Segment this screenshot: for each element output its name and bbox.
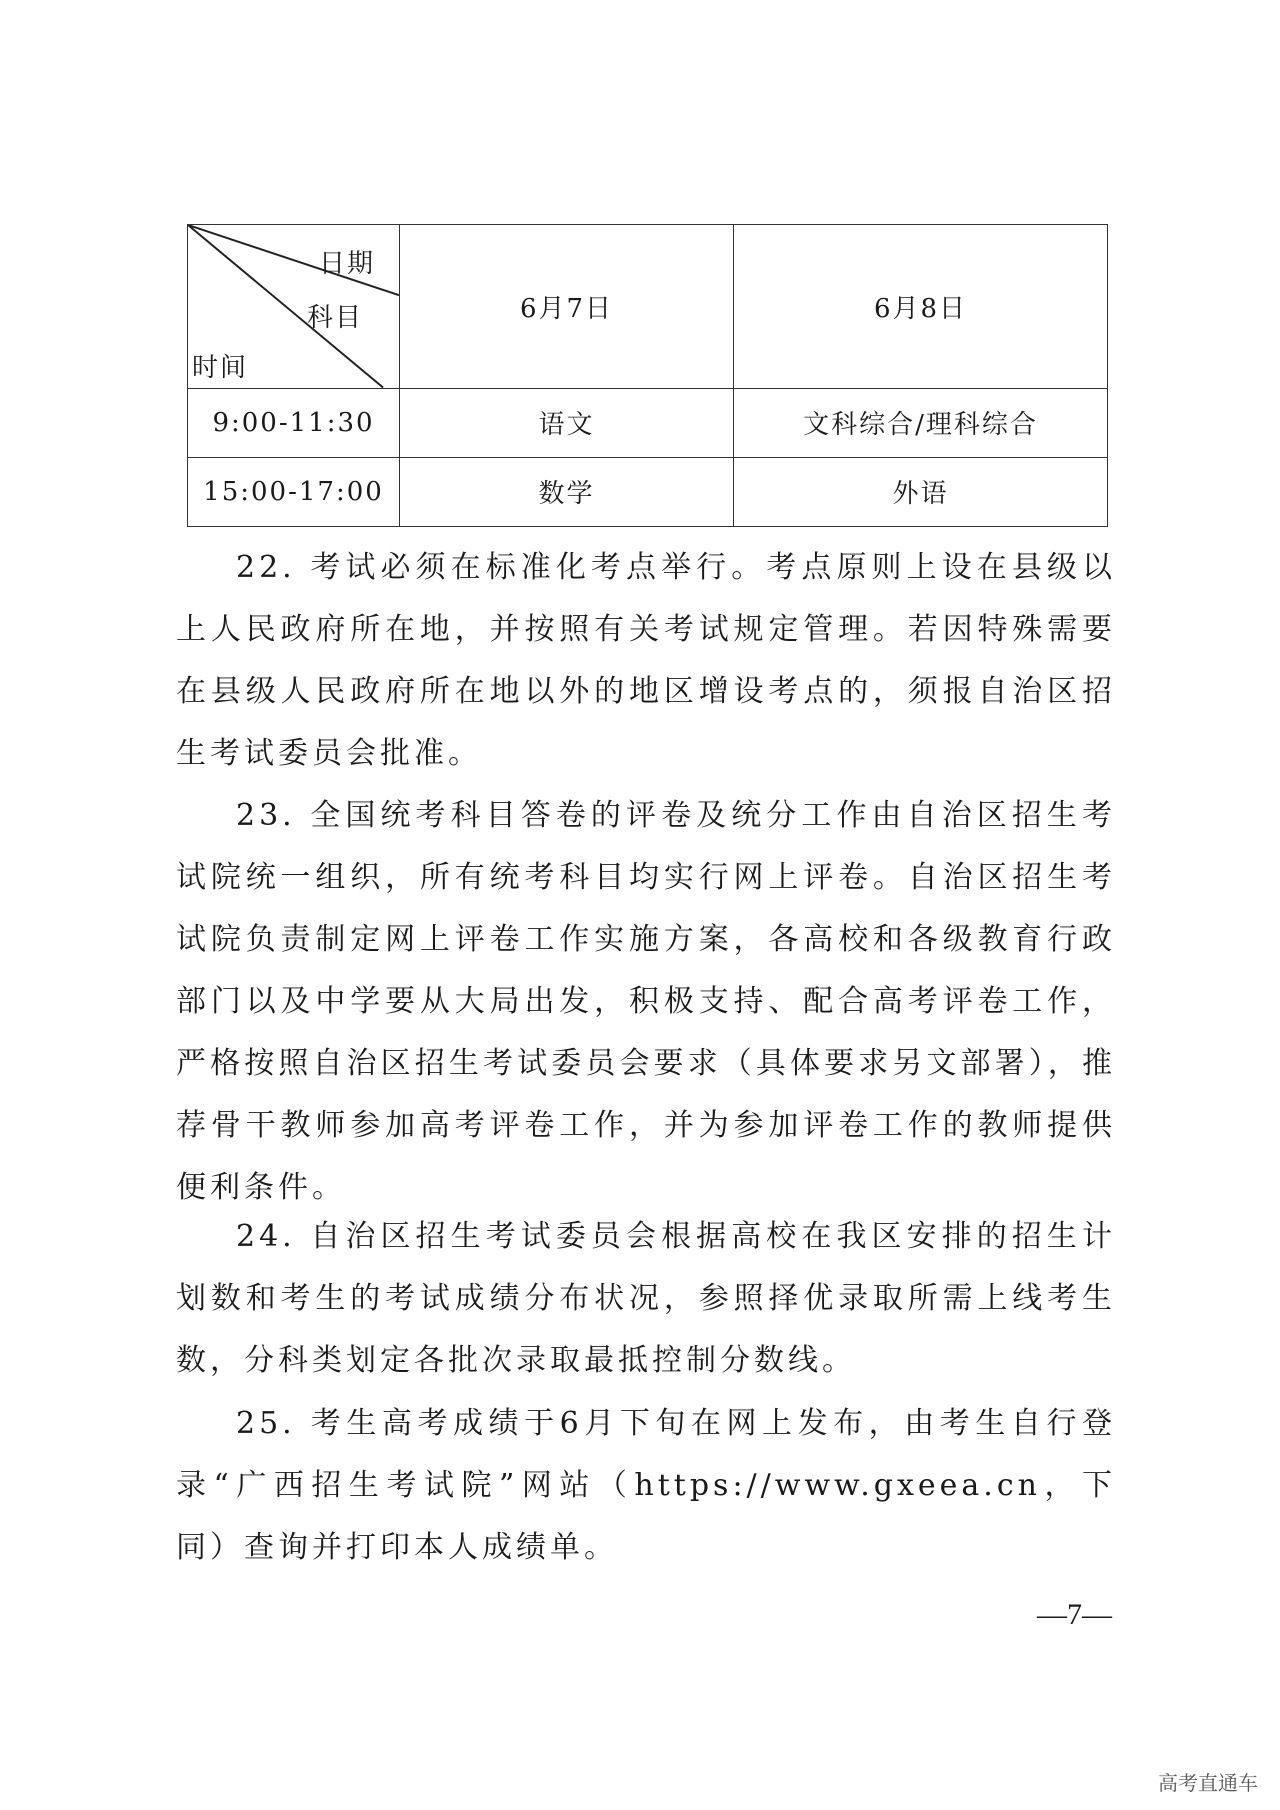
time-cell: 15:00-17:00 — [188, 457, 400, 526]
exam-schedule-table — [187, 224, 1108, 527]
corner-label-time: 时间 — [192, 352, 249, 383]
corner-label-date: 日期 — [318, 249, 375, 279]
paragraph-24: 24. 自治区招生考试委员会根据高校在我区安排的招生计划数和考生的考试成绩分布状况，参照择优录取所需上线考生数，分科类划定各批次录取最抵控制分数线。 — [176, 1219, 1116, 1378]
subject-cell: 语文 — [400, 388, 734, 457]
diagonal-header-cell — [188, 225, 400, 389]
page-number: —7— — [1037, 1598, 1112, 1631]
subject-cell: 数学 — [400, 457, 734, 526]
subject-cell: 文科综合/理科综合 — [734, 388, 1108, 457]
header-day2: 6月8日 — [734, 225, 1108, 389]
time-cell: 9:00-11:30 — [188, 388, 400, 457]
paragraph-23: 23. 全国统考科目答卷的评卷及统分工作由自治区招生考试院统一组织，所有统考科目均实行网上评卷。自治区招生考试院负责制定网上评卷工作实施方案，各高校和各级教育行政部门以及中学要从大局出发，积极支持、配合高考评卷工作，严格按照自治区招生考试委员会要求（具体要求另文部署），推荐骨干教师参加高考评卷工作，并为参加评卷工作的教师提供便利条件。 — [176, 798, 1116, 1205]
paragraph-22: 22. 考试必须在标准化考点举行。考点原则上设在县级以上人民政府所在地，并按照有关考试规定管理。若因特殊需要在县级人民政府所在地以外的地区增设考点的，须报自治区招生考试委员会批准。 — [176, 550, 1116, 771]
table-row — [188, 457, 1108, 526]
watermark-text: 高考直通车 — [1158, 1771, 1258, 1795]
header-day1: 6月7日 — [400, 225, 734, 389]
corner-label-subject: 科目 — [306, 303, 363, 333]
table-row — [188, 388, 1108, 457]
table-header-row — [188, 225, 1108, 389]
subject-cell: 外语 — [734, 457, 1108, 526]
paragraph-25: 25. 考生高考成绩于6月下旬在网上发布，由考生自行登录“广西招生考试院”网站（https://www.gxeea.cn，下同）查询并打印本人成绩单。 — [176, 1406, 1116, 1565]
